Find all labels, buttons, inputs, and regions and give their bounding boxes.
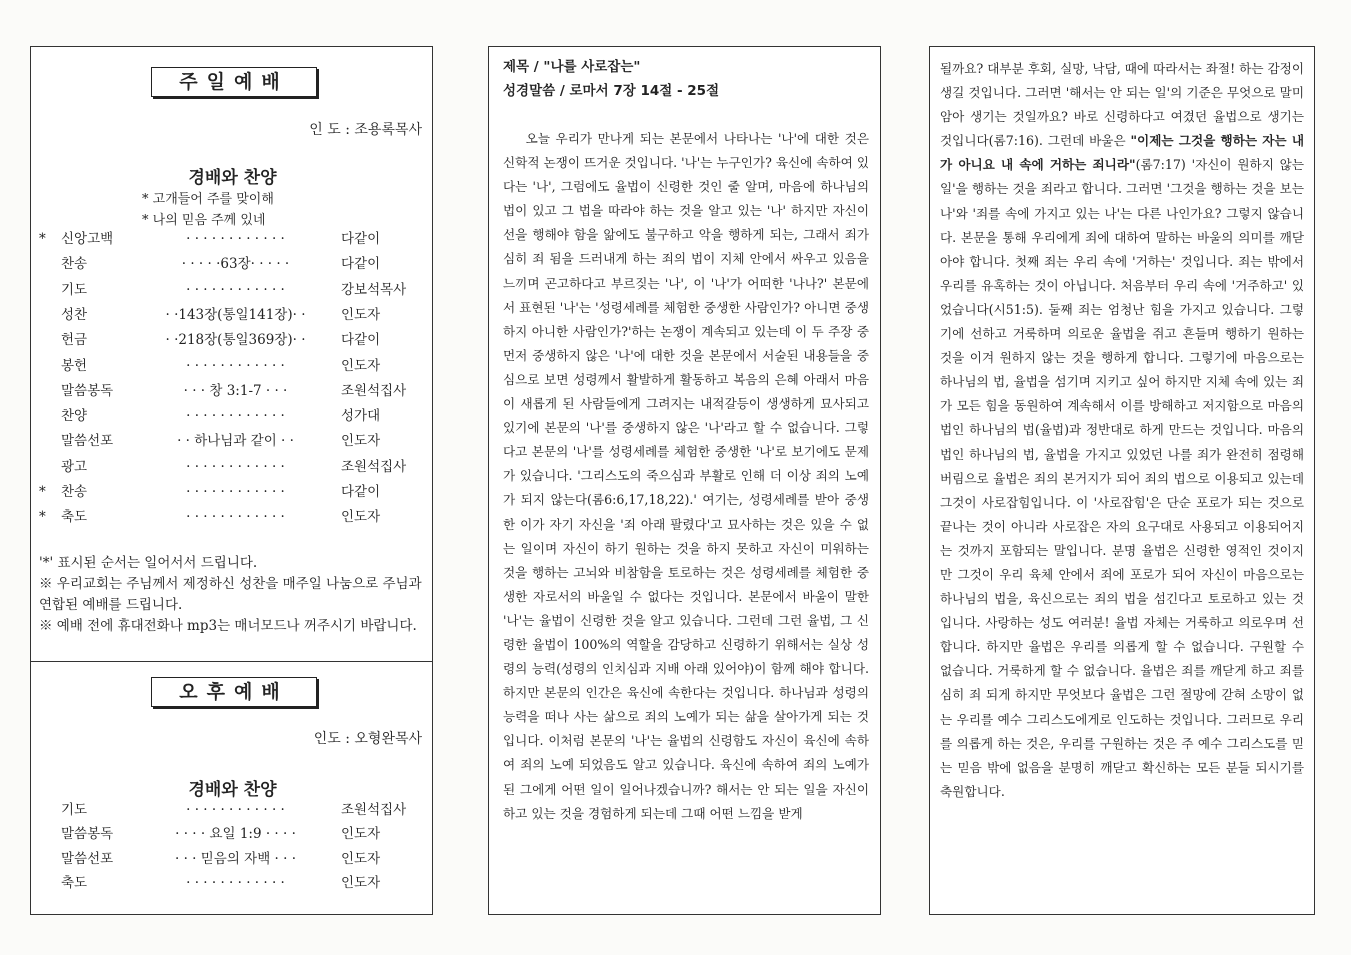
order-row (39, 354, 424, 378)
order-who: 다같이 (341, 256, 381, 273)
order-name: 찬양 (61, 408, 88, 425)
order-mid: · · · 창 3:1-7 · · · (183, 382, 288, 399)
order-row (39, 227, 424, 251)
order-name: 헌금 (61, 332, 88, 349)
order-row (39, 480, 424, 504)
order-mid: · · 하나님과 같이 · · (177, 433, 294, 450)
order-row (39, 847, 424, 871)
order-who: 성가대 (341, 408, 381, 425)
order-who: 인도자 (341, 509, 381, 526)
order-who: 인도자 (341, 306, 381, 323)
order-who: 다같이 (341, 484, 381, 500)
order-mid: · ·218장(통일369장)· · (165, 332, 306, 349)
order-name: 성찬 (61, 306, 88, 323)
order-name: 찬송 (61, 256, 88, 273)
morning-service-title: 주일예배 (151, 67, 317, 97)
order-who: 조원석집사 (341, 458, 407, 475)
order-mid: · · · · · · · · · · · · (186, 802, 285, 818)
order-mid: · · · · ·63장· · · · · (181, 256, 290, 273)
order-name: 기도 (61, 802, 88, 818)
order-name: 축도 (61, 509, 88, 526)
order-who: 조원석집사 (341, 802, 407, 818)
order-row (39, 328, 424, 352)
order-who: 인도자 (341, 874, 381, 891)
order-row (39, 798, 424, 822)
order-mid: · · · · · · · · · · · · (186, 357, 285, 374)
order-name: 말씀선포 (61, 850, 114, 867)
order-star: * (39, 231, 46, 247)
sermon-bold-quote: "이제는 그것을 행하는 자는 내가 아니요 내 속에 거하는 죄니라" (940, 133, 1304, 173)
order-star: * (39, 509, 46, 526)
order-who: 인도자 (341, 357, 381, 374)
order-mid: · · · · · · · · · · · · (186, 408, 285, 425)
order-name: 봉헌 (61, 357, 88, 374)
order-name: 기도 (61, 281, 88, 298)
standing-note: '*' 표시된 순서는 일어서서 드립니다. (39, 555, 258, 571)
order-name: 찬송 (61, 484, 88, 500)
phone-note: ※ 예배 전에 휴대전화나 mp3는 매너모드나 꺼주시기 바랍니다. (39, 618, 417, 634)
order-name: 말씀선포 (61, 433, 114, 450)
order-who: 다같이 (341, 332, 381, 349)
order-name: 신앙고백 (61, 231, 114, 247)
order-row (39, 505, 424, 529)
worship-order-panel (30, 46, 433, 915)
praise-song-2: * 나의 믿음 주께 있네 (142, 213, 266, 228)
morning-section-title: 경배와 찬양 (188, 168, 277, 188)
sermon-text-col1 (503, 127, 869, 826)
order-who: 인도자 (341, 826, 381, 843)
section-divider (31, 661, 432, 662)
morning-leader: 인 도 : 조용록목사 (309, 122, 422, 138)
sermon-panel-2 (929, 46, 1315, 915)
afternoon-leader: 인도 : 오형완목사 (313, 731, 422, 747)
order-mid: · · · · · · · · · · · · (186, 874, 285, 891)
afternoon-section-title: 경배와 찬양 (188, 780, 277, 800)
order-row (39, 429, 424, 453)
order-row (39, 379, 424, 403)
order-who: 조원석집사 (341, 382, 407, 399)
order-mid: · · · 믿음의 자백 · · · (175, 850, 296, 867)
order-row (39, 871, 424, 895)
sermon-title: 제목 / "나를 사로잡는" (503, 59, 641, 75)
order-mid: · ·143장(통일141장)· · (165, 306, 306, 323)
order-name: 광고 (61, 458, 88, 475)
order-row (39, 303, 424, 327)
sermon-paragraph: 오늘 우리가 만나게 되는 본문에서 나타나는 '나'에 대한 것은 신학적 논쟁이 뜨거운 것입니다. '나'는 누구인가? 육신에 속하여 있다는 '나', 그럼에도 율법이 신령한 것인 줄 알며, 마음에 하나님의 법이 있고 그 법을 따라야 하는 것을 알고 있는 '나' 하지만 자신이 선을 행해야 함을 앎에도 불구하고 악을 행하게 되는, 그래서 죄가 심히 죄 됨을 드러내게 하는 죄의 법이 지체 안에서 싸우고 있음을 느끼며 곤고하다고 부르짖는 '나', 이 '나'가 어떠한 '나나?' 본문에서 표현된 '나'는 '성령세례를 체험한 중생한 사람인가? 아니면 중생하지 아니한 사람인가?'하는 논쟁이 계속되고 있는데 이 두 주장 중 먼저 중생하지 않은 '나'에 대한 것을 본문에서 서술된 내용들을 중심으로 보면 성령께서 활발하게 활동하고 복음의 은혜 아래서 마음이 새롭게 된 사람들에게 그려지는 내적갈등이 생생하게 묘사되고 있기에 본문의 '나'를 중생하지 않은 '나'라고 할 수 없습니다. 그렇다고 본문의 '나'를 성령세례를 체험한 중생한 '나'로 보기에도 문제가 있습니다. '그리스도의 죽으심과 부활로 인해 더 이상 죄의 노예가 되지 않는다(롬6:6,17,18,22).' 여기는, 성령세례를 받아 중생한 이가 자기 자신을 '죄 아래 팔렸다'고 묘사하는 것은 있을 수 없는 일이며 자신이 하기 원하는 것을 하지 못하고 자신이 미워하는 것을 행하는 고뇌와 비참함을 토로하는 것은 성령세례를 체험한 중생한 자로서의 바울일 수 없다는 것입니다. 본문에서 바울이 말한 '나'는 율법이 신령한 것을 알고 있습니다. 그런데 그런 율법, 그 신령한 율법이 100%의 역할을 감당하고 신령하기 위해서는 실상 성령의 능력(성령의 인치심과 지배 아래 있어야)이 함께 해야 합니다. 하지만 본문의 인간은 육신에 속한다는 것입니다. 하나님과 성령의 능력을 떠나 사는 삶으로 죄의 노예가 되는 삶을 살아가게 되는 것입니다. 이처럼 본문의 '나'는 율법의 신령함도 자신이 육신에 속하여 죄의 노예 되었음도 알고 있습니다. 육신에 속하여 죄의 노예가 된 그에게 어떤 일이 일어나겠습니까? 해서는 안 되는 일을 자신이 하고 있는 것을 경험하게 되는데 그때 어떤 느낌을 받게 (503, 131, 870, 821)
order-mid: · · · · · · · · · · · · (186, 281, 285, 298)
order-mid: · · · · · · · · · · · · (186, 484, 285, 500)
order-mid: · · · · 요일 1:9 · · · · (175, 826, 296, 843)
sermon-paragraph-continued (940, 57, 1304, 804)
order-mid: · · · · · · · · · · · · (186, 509, 285, 526)
sermon-text-col2 (940, 57, 1304, 804)
sermon-panel-1 (488, 46, 881, 915)
order-who: 인도자 (341, 433, 381, 450)
order-mid: · · · · · · · · · · · · (186, 458, 285, 475)
order-name: 말씀봉독 (61, 826, 114, 843)
order-star: * (39, 484, 46, 500)
order-row (39, 822, 424, 846)
praise-song-1: * 고개들어 주를 맞이해 (142, 192, 274, 207)
order-row (39, 455, 424, 479)
order-who: 다같이 (341, 231, 381, 247)
sermon-text-b: (롬7:17) '자신이 원하지 않는 일'을 행하는 것을 죄라고 합니다. 그러면 '그것을 행하는 것을 보는 나'와 '죄를 속에 가지고 있는 나'는 다른 나인가요? 그렇지 않습니다. 본문을 통해 우리에게 죄에 대하여 말하는 바울의 의미를 깨닫아야 합니다. 첫째 죄는 우리 속에 '거하는' 것입니다. 죄는 밖에서 우리를 유혹하는 것이 아닙니다. 처음부터 우리 속에 '거주하고' 있었습니다(시51:5). 둘째 죄는 엄청난 힘을 가지고 있습니다. 그렇기에 선하고 거룩하며 의로운 율법을 쥐고 흔들며 행하기 원하는 것을 이겨 원하지 않는 것을 행하게 합니다. 그렇기에 마음으로는 하나님의 법, 율법을 섬기며 지키고 싶어 하지만 지체 속에 있는 죄가 모든 힘을 동원하여 계속해서 이를 방해하고 저지함으로 마음의 법인 하나님의 법(율법)과 정반대로 하게 만드는 것입니다. 마음의 법인 하나님의 법, 율법을 가지고 있었던 나를 죄가 완전히 점령해 버림으로 율법은 죄의 본거지가 되어 죄의 법으로 이용되고 있는데 그것이 사로잡힘입니다. 이 '사로잡힘'은 단순 포로가 되는 것으로 끝나는 것이 아니라 사로잡은 자의 요구대로 사용되고 이용되어지는 것까지 포함되는 말입니다. 분명 율법은 신령한 영적인 것이지만 그것이 우리 육체 안에서 죄에 포로가 되어 자신이 마음으로는 하나님의 법을, 육신으로는 죄의 법을 섬긴다고 토로하고 있는 것입니다. 사랑하는 성도 여러분! 율법 자체는 거룩하고 의로우며 선합니다. 하지만 율법은 우리를 의롭게 할 수 없습니다. 구원할 수 없습니다. 거룩하게 할 수 없습니다. 율법은 죄를 깨닫게 하고 죄를 심히 죄 되게 하지만 무엇보다 율법은 그런 절망에 갇혀 소망이 없는 우리를 예수 그리스도에게로 인도하는 것입니다. 그러므로 우리를 의롭게 하는 것은, 우리를 구원하는 것은 주 예수 그리스도를 믿는 믿음 밖에 없음을 분명히 깨닫고 확신하는 모든 분들 되시기를 축원합니다. (940, 157, 1304, 799)
order-row (39, 252, 424, 276)
sermon-text-a: 될까요? 대부분 후회, 실망, 낙담, 때에 따라서는 좌절! 하는 감정이 생길 것입니다. 그러면 '해서는 안 되는 일'의 기준은 무엇으로 말미암아 생기는 것일까요? 바로 신령하다고 여겼던 율법으로 생기는 것입니다(롬7:16). 그런데 바울은 (940, 61, 1304, 149)
order-who: 강보석목사 (341, 281, 407, 298)
communion-note: ※ 우리교회는 주님께서 제정하신 성찬을 매주일 나눔으로 주님과 연합된 예배를 드립니다. (39, 576, 422, 613)
order-who: 인도자 (341, 850, 381, 867)
order-mid: · · · · · · · · · · · · (186, 231, 285, 247)
sermon-scripture: 성경말씀 / 로마서 7장 14절 - 25절 (503, 83, 720, 99)
order-row (39, 404, 424, 428)
order-name: 축도 (61, 874, 88, 891)
order-row (39, 278, 424, 302)
afternoon-service-title: 오후예배 (151, 677, 317, 707)
order-name: 말씀봉독 (61, 382, 114, 399)
